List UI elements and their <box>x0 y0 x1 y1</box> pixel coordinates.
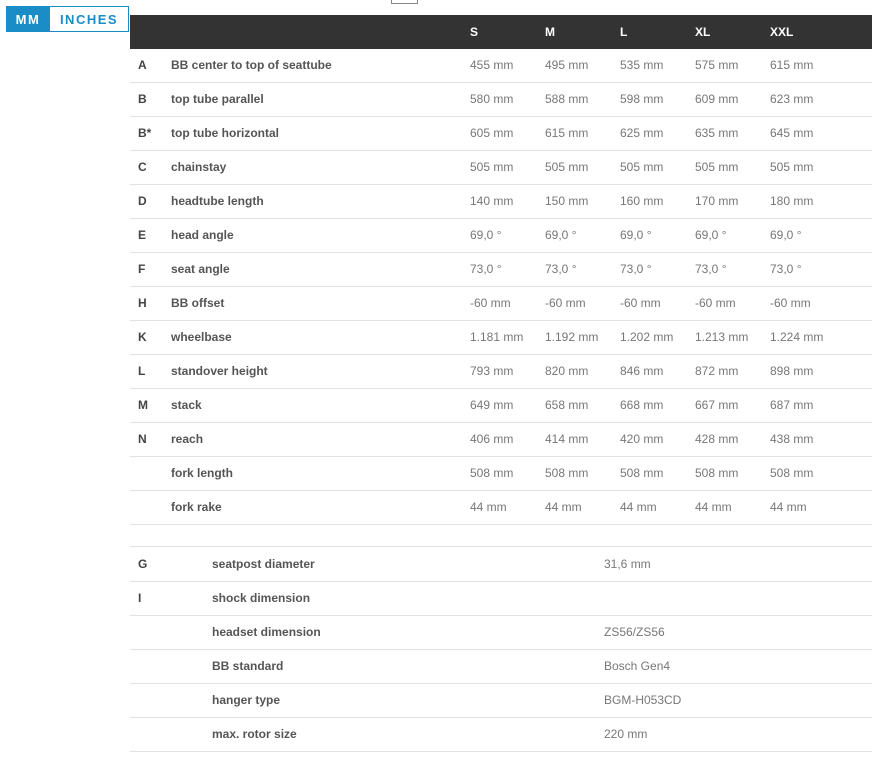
geometry-value: 44 mm <box>770 500 807 514</box>
geometry-code: F <box>138 262 146 276</box>
geometry-value: 505 mm <box>545 160 589 174</box>
geometry-code: H <box>138 296 147 310</box>
geometry-value: 1.192 mm <box>545 330 599 344</box>
geometry-row <box>130 287 872 321</box>
geometry-value: 605 mm <box>470 126 514 140</box>
geometry-row <box>130 491 872 525</box>
geometry-value: 609 mm <box>695 92 739 106</box>
geometry-row <box>130 321 872 355</box>
geometry-value: 1.181 mm <box>470 330 524 344</box>
geometry-value: 625 mm <box>620 126 664 140</box>
geometry-label: BB center to top of seattube <box>171 58 332 72</box>
geometry-code: C <box>138 160 147 174</box>
geometry-value: 73,0 ° <box>770 262 802 276</box>
geometry-value: 414 mm <box>545 432 589 446</box>
geometry-value: 1.213 mm <box>695 330 749 344</box>
geometry-value: -60 mm <box>545 296 586 310</box>
geometry-row <box>130 117 872 151</box>
geometry-value: 580 mm <box>470 92 514 106</box>
spec-label: max. rotor size <box>212 727 297 741</box>
size-header-s: S <box>470 25 479 39</box>
geometry-label: head angle <box>171 228 234 242</box>
geometry-code: K <box>138 330 147 344</box>
geometry-value: 508 mm <box>770 466 814 480</box>
size-header-xxl: XXL <box>770 25 794 39</box>
geometry-value: 645 mm <box>770 126 814 140</box>
geometry-value: 615 mm <box>770 58 814 72</box>
geometry-value: 598 mm <box>620 92 664 106</box>
geometry-code: A <box>138 58 147 72</box>
geometry-value: 140 mm <box>470 194 514 208</box>
geometry-value: 438 mm <box>770 432 814 446</box>
geometry-value: 505 mm <box>770 160 814 174</box>
geometry-value: 635 mm <box>695 126 739 140</box>
table-divider <box>130 525 872 547</box>
dropdown-stub[interactable] <box>391 0 418 4</box>
geometry-value: 44 mm <box>695 500 732 514</box>
geometry-value: 69,0 ° <box>695 228 727 242</box>
geometry-value: 69,0 ° <box>620 228 652 242</box>
geometry-value: 160 mm <box>620 194 664 208</box>
geometry-value: -60 mm <box>770 296 811 310</box>
geometry-label: top tube parallel <box>171 92 264 106</box>
geometry-value: 73,0 ° <box>695 262 727 276</box>
size-header-m: M <box>545 25 555 39</box>
geometry-value: 44 mm <box>545 500 582 514</box>
geometry-row <box>130 457 872 491</box>
spec-value: 31,6 mm <box>604 557 651 571</box>
geometry-value: 793 mm <box>470 364 514 378</box>
geometry-value: 69,0 ° <box>545 228 577 242</box>
spec-label: BB standard <box>212 659 284 673</box>
geometry-value: 898 mm <box>770 364 814 378</box>
mm-unit-button[interactable]: MM <box>6 6 50 32</box>
geometry-row <box>130 253 872 287</box>
geometry-value: 73,0 ° <box>545 262 577 276</box>
geometry-value: 820 mm <box>545 364 589 378</box>
spec-row <box>130 684 872 718</box>
geometry-value: 180 mm <box>770 194 814 208</box>
geometry-label: top tube horizontal <box>171 126 279 140</box>
geometry-value: 428 mm <box>695 432 739 446</box>
geometry-value: 69,0 ° <box>770 228 802 242</box>
geometry-row <box>130 151 872 185</box>
spec-label: headset dimension <box>212 625 321 639</box>
spec-row <box>130 548 872 582</box>
inches-unit-button[interactable]: INCHES <box>50 6 129 32</box>
geometry-value: 495 mm <box>545 58 589 72</box>
spec-value: 220 mm <box>604 727 648 741</box>
geometry-value: 615 mm <box>545 126 589 140</box>
geometry-value: -60 mm <box>620 296 661 310</box>
geometry-code: B* <box>138 126 152 140</box>
geometry-value: 73,0 ° <box>470 262 502 276</box>
geometry-row <box>130 219 872 253</box>
spec-value: BGM-H053CD <box>604 693 682 707</box>
geometry-value: 406 mm <box>470 432 514 446</box>
geometry-row <box>130 49 872 83</box>
spec-row <box>130 582 872 616</box>
geometry-value: 846 mm <box>620 364 664 378</box>
geometry-row <box>130 185 872 219</box>
geometry-code: D <box>138 194 147 208</box>
spec-table <box>130 548 872 752</box>
geometry-code: L <box>138 364 146 378</box>
spec-code: I <box>138 591 142 605</box>
spec-value: ZS56/ZS56 <box>604 625 665 639</box>
geometry-value: 44 mm <box>470 500 507 514</box>
geometry-value: 73,0 ° <box>620 262 652 276</box>
geometry-label: fork rake <box>171 500 222 514</box>
geometry-value: 1.202 mm <box>620 330 674 344</box>
size-header-row <box>130 15 872 49</box>
geometry-label: fork length <box>171 466 233 480</box>
geometry-value: 687 mm <box>770 398 814 412</box>
geometry-value: 508 mm <box>695 466 739 480</box>
geometry-value: 575 mm <box>695 58 739 72</box>
spec-value: Bosch Gen4 <box>604 659 671 673</box>
geometry-row <box>130 83 872 117</box>
geometry-value: 588 mm <box>545 92 589 106</box>
size-header-l: L <box>620 25 628 39</box>
spec-code: G <box>138 557 148 571</box>
geometry-value: 623 mm <box>770 92 814 106</box>
geometry-label: headtube length <box>171 194 264 208</box>
spec-row <box>130 650 872 684</box>
spec-row <box>130 616 872 650</box>
geometry-value: 508 mm <box>470 466 514 480</box>
geometry-value: 150 mm <box>545 194 589 208</box>
geometry-value: 658 mm <box>545 398 589 412</box>
geometry-value: 44 mm <box>620 500 657 514</box>
geometry-code: M <box>138 398 148 412</box>
geometry-value: -60 mm <box>695 296 736 310</box>
spec-row <box>130 718 872 752</box>
geometry-value: 508 mm <box>620 466 664 480</box>
geometry-value: 508 mm <box>545 466 589 480</box>
geometry-value: 505 mm <box>620 160 664 174</box>
geometry-code: E <box>138 228 147 242</box>
size-header-xl: XL <box>695 25 711 39</box>
geometry-value: 1.224 mm <box>770 330 824 344</box>
geometry-value: 420 mm <box>620 432 664 446</box>
geometry-value: 667 mm <box>695 398 739 412</box>
geometry-body <box>130 49 872 525</box>
spec-label: shock dimension <box>212 591 311 605</box>
geometry-value: 505 mm <box>470 160 514 174</box>
geometry-code: N <box>138 432 147 446</box>
geometry-value: 649 mm <box>470 398 514 412</box>
geometry-table <box>130 15 872 547</box>
geometry-value: 872 mm <box>695 364 739 378</box>
geometry-row <box>130 389 872 423</box>
geometry-value: 170 mm <box>695 194 739 208</box>
geometry-label: reach <box>171 432 204 446</box>
geometry-label: standover height <box>171 364 268 378</box>
geometry-value: 668 mm <box>620 398 664 412</box>
geometry-value: -60 mm <box>470 296 511 310</box>
geometry-row <box>130 355 872 389</box>
geometry-label: BB offset <box>171 296 225 310</box>
spec-label: seatpost diameter <box>212 557 315 571</box>
geometry-value: 505 mm <box>695 160 739 174</box>
geometry-label: wheelbase <box>171 330 232 344</box>
geometry-label: seat angle <box>171 262 230 276</box>
geometry-value: 69,0 ° <box>470 228 502 242</box>
geometry-code: B <box>138 92 147 106</box>
geometry-label: chainstay <box>171 160 227 174</box>
geometry-row <box>130 423 872 457</box>
geometry-value: 535 mm <box>620 58 664 72</box>
unit-toggle <box>6 6 129 32</box>
spec-label: hanger type <box>212 693 281 707</box>
geometry-label: stack <box>171 398 202 412</box>
geometry-value: 455 mm <box>470 58 514 72</box>
